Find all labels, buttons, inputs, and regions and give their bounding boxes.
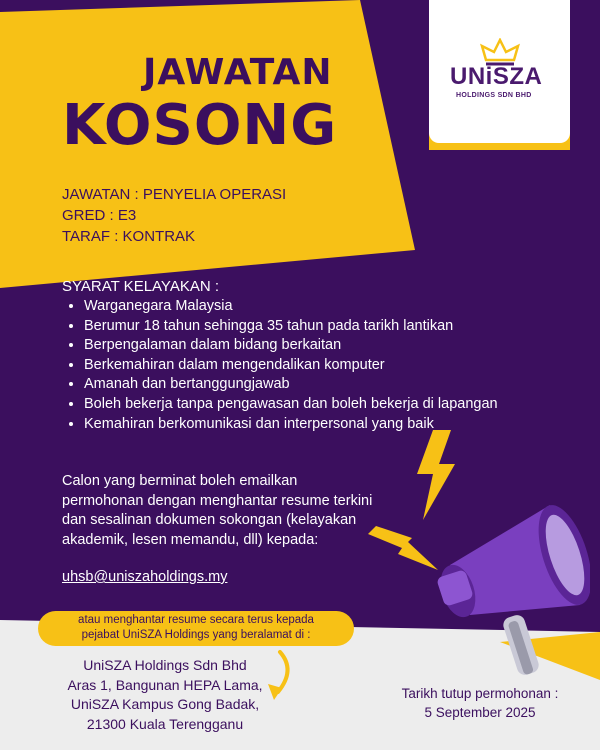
list-item: • Berpengalaman dalam bidang berkaitan: [84, 336, 498, 356]
instruction-line: dan sesalinan dokumen sokongan (kelayakan: [62, 512, 357, 529]
office-note: [38, 611, 354, 646]
instruction-line: permohonan dengan menghantar resume terkini: [62, 492, 373, 509]
address-line: UniSZA Holdings Sdn Bhd: [83, 657, 247, 673]
list-item: • Berkemahiran dalam mengendalikan komputer: [84, 356, 498, 376]
megaphone-icon: [430, 495, 590, 705]
list-item: • Amanah dan bertanggungjawab: [84, 375, 498, 395]
list-item: • Boleh bekerja tanpa pengawasan dan boleh bekerja di lapangan: [84, 395, 498, 415]
list-item: • Kemahiran berkomunikasi dan interpersonal yang baik: [84, 415, 498, 435]
job-grade: GRED : E3: [62, 207, 137, 224]
list-item: • Berumur 18 tahun sehingga 35 tahun pada tarikh lantikan: [84, 317, 498, 337]
deadline-label: Tarikh tutup permohonan :: [401, 686, 559, 701]
logo-wordmark: UNiSZA: [450, 63, 543, 90]
note-line: atau menghantar resume secara terus kepada: [78, 614, 314, 626]
office-address: [54, 656, 276, 734]
address-line: UniSZA Kampus Gong Badak,: [70, 696, 260, 712]
application-instructions: [62, 472, 402, 550]
address-line: Aras 1, Bangunan HEPA Lama,: [67, 676, 263, 693]
email-link[interactable]: uhsb@uniszaholdings.my: [62, 569, 228, 585]
deadline: [380, 684, 580, 722]
job-position: JAWATAN : PENYELIA OPERASI: [62, 186, 287, 203]
address-line: 21300 Kuala Terengganu: [86, 715, 244, 732]
deadline-date: 5 September 2025: [424, 705, 536, 720]
instruction-line: akademik, lesen memandu, dll) kepada:: [62, 531, 319, 548]
requirements-title: SYARAT KELAYAKAN :: [62, 278, 220, 295]
requirements-list: [66, 297, 498, 434]
title-kosong: KOSONG: [62, 93, 338, 158]
list-item: • Warganegara Malaysia: [84, 297, 498, 317]
instruction-line: Calon yang berminat boleh emailkan: [62, 473, 298, 489]
title-jawatan: JAWATAN: [143, 52, 333, 93]
job-status: TARAF : KONTRAK: [62, 228, 196, 245]
logo-subtitle: HOLDINGS SDN BHD: [456, 92, 532, 99]
note-line: pejabat UniSZA Holdings yang beralamat di :: [81, 629, 311, 641]
